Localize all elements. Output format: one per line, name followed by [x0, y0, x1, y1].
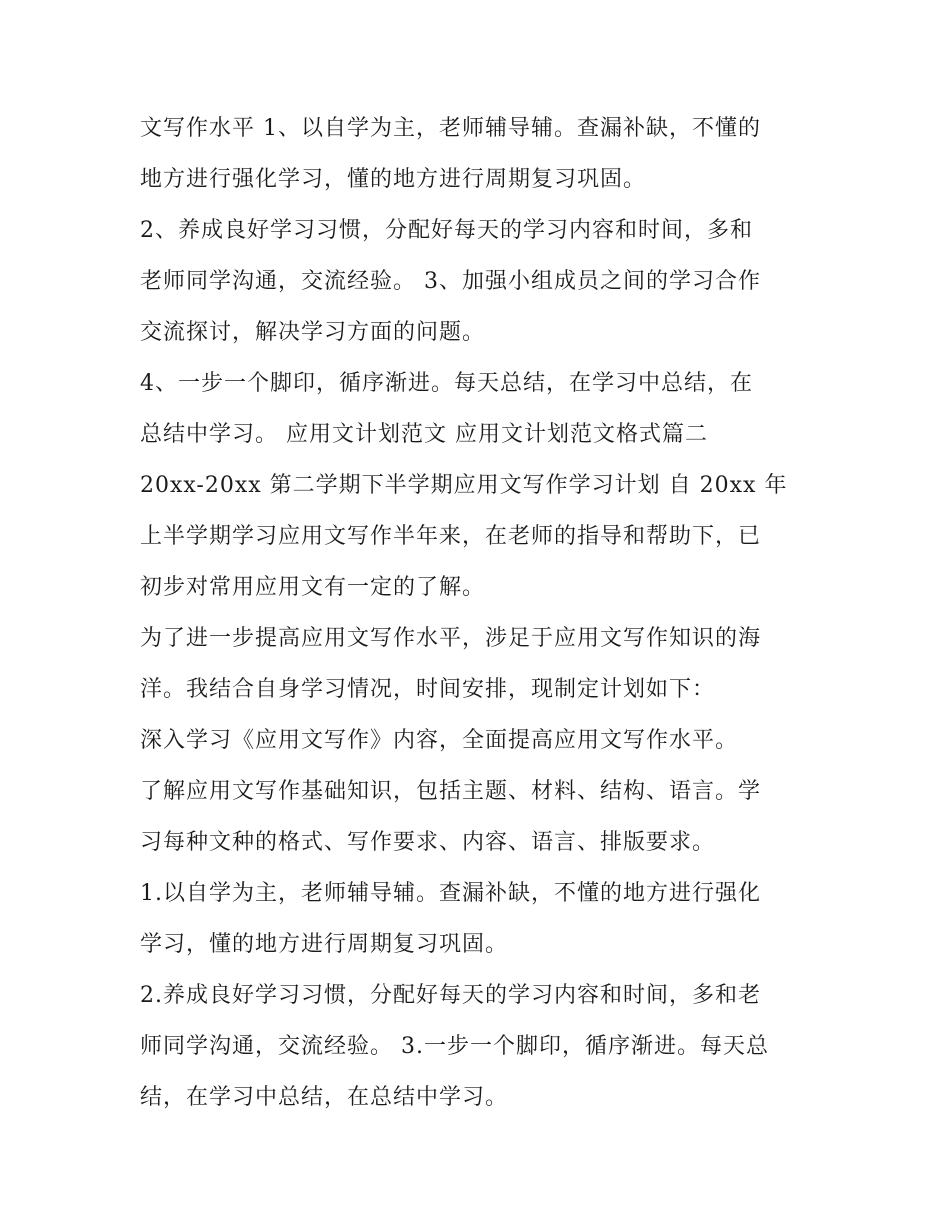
text-line: 总结中学习。 应用文计划范文 应用文计划范文格式篇二 [140, 422, 708, 447]
text-line: 文写作水平 1、以自学为主，老师辅导辅。查漏补缺，不懂的 [140, 116, 761, 141]
text-line: 4、一步一个脚印，循序渐进。每天总结，在学习中总结，在 [140, 371, 753, 396]
text-line: 深入学习《应用文写作》内容，全面提高应用文写作水平。 [140, 728, 739, 753]
text-line: 洋。我结合自身学习情况，时间安排，现制定计划如下： [140, 677, 716, 702]
text-line: 习每种文种的格式、写作要求、内容、语言、排版要求。 [140, 830, 716, 855]
text-line: 学习，懂的地方进行周期复习巩固。 [140, 932, 509, 957]
text-line: 了解应用文写作基础知识，包括主题、材料、结构、语言。学 [140, 779, 762, 804]
text-line: 1.以自学为主，老师辅导辅。查漏补缺，不懂的地方进行强化 [140, 881, 761, 906]
text-line: 地方进行强化学习，懂的地方进行周期复习巩固。 [140, 167, 647, 192]
text-line: 初步对常用应用文有一定的了解。 [140, 575, 486, 600]
text-line: 老师同学沟通，交流经验。 3、加强小组成员之间的学习合作 [140, 269, 761, 294]
text-line: 师同学沟通，交流经验。 3.一步一个脚印，循序渐进。每天总 [140, 1034, 769, 1059]
text-line: 20xx-20xx 第二学期下半学期应用文写作学习计划 自 20xx 年 [140, 473, 788, 498]
text-line: 交流探讨，解决学习方面的问题。 [140, 320, 486, 345]
document-body [140, 106, 820, 1126]
text-line: 结，在学习中总结，在总结中学习。 [140, 1085, 509, 1110]
text-line: 2、养成良好学习习惯，分配好每天的学习内容和时间，多和 [140, 218, 753, 243]
text-line: 2.养成良好学习习惯，分配好每天的学习内容和时间，多和老 [140, 983, 761, 1008]
text-line: 上半学期学习应用文写作半年来，在老师的指导和帮助下，已 [140, 524, 762, 549]
text-line: 为了进一步提高应用文写作水平，涉足于应用文写作知识的海 [140, 626, 762, 651]
